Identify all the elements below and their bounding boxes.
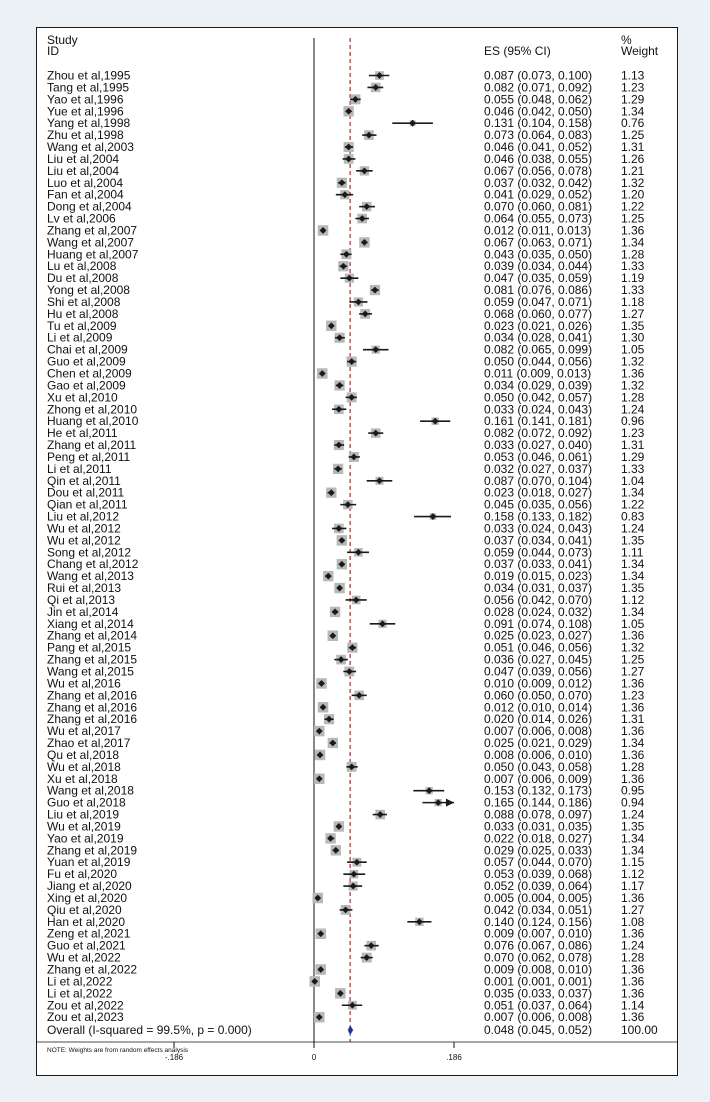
study-label: Dou et al,2011 bbox=[47, 485, 125, 500]
effect-size-text: 0.025 (0.023, 0.027) bbox=[484, 628, 593, 643]
effect-size-text: 0.056 (0.042, 0.070) bbox=[484, 592, 593, 607]
weight-text: 1.35 bbox=[621, 819, 645, 834]
weight-text: 1.22 bbox=[621, 199, 645, 214]
study-label: Zhang et al,2007 bbox=[47, 223, 138, 238]
weight-text: 1.33 bbox=[621, 461, 645, 476]
weight-text: 1.32 bbox=[621, 640, 645, 655]
weight-text: 1.31 bbox=[621, 438, 645, 453]
study-label: Peng et al,2011 bbox=[47, 449, 131, 464]
weight-text: 1.26 bbox=[621, 151, 645, 166]
weight-text: 0.96 bbox=[621, 414, 645, 429]
study-label: Han et al,2020 bbox=[47, 914, 126, 929]
effect-size-text: 0.047 (0.035, 0.059) bbox=[484, 271, 593, 286]
study-label: Tu et al,2009 bbox=[47, 318, 117, 333]
header-id: ID bbox=[47, 44, 59, 58]
effect-size-text: 0.037 (0.034, 0.041) bbox=[484, 533, 593, 548]
study-label: Wang et al,2015 bbox=[47, 664, 134, 679]
overall-diamond bbox=[348, 1025, 353, 1035]
weight-text: 1.24 bbox=[621, 402, 645, 417]
effect-size-text: 0.037 (0.033, 0.041) bbox=[484, 557, 593, 572]
effect-size-text: 0.041 (0.029, 0.052) bbox=[484, 187, 593, 202]
weight-text: 1.17 bbox=[621, 879, 645, 894]
study-label: Li et al,2022 bbox=[47, 986, 113, 1001]
effect-size-text: 0.140 (0.124, 0.156) bbox=[484, 914, 593, 929]
effect-size-text: 0.008 (0.006, 0.010) bbox=[484, 747, 593, 762]
weight-text: 1.28 bbox=[621, 247, 645, 262]
study-label: Wu et al,2012 bbox=[47, 521, 121, 536]
weight-text: 1.31 bbox=[621, 712, 645, 727]
study-label: Pang et al,2015 bbox=[47, 640, 132, 655]
effect-size-text: 0.068 (0.060, 0.077) bbox=[484, 306, 593, 321]
study-label: Yang et al,1998 bbox=[47, 116, 131, 131]
study-label: Qiu et al,2020 bbox=[47, 902, 122, 917]
study-label: Rui et al,2013 bbox=[47, 581, 122, 596]
study-label: Zhang et al,2015 bbox=[47, 652, 138, 667]
overall-label: Overall (I-squared = 99.5%, p = 0.000) bbox=[47, 1023, 252, 1038]
weight-text: 1.36 bbox=[621, 747, 645, 762]
weight-text: 1.32 bbox=[621, 175, 645, 190]
weight-text: 1.21 bbox=[621, 163, 645, 178]
weight-text: 1.36 bbox=[621, 771, 645, 786]
weight-text: 1.34 bbox=[621, 569, 645, 584]
effect-size-text: 0.067 (0.063, 0.071) bbox=[484, 235, 593, 250]
weight-text: 1.34 bbox=[621, 843, 645, 858]
ci-arrow bbox=[446, 799, 454, 807]
study-label: Li et al,2011 bbox=[47, 461, 112, 476]
study-label: Zhang et al,2016 bbox=[47, 712, 138, 727]
effect-size-text: 0.091 (0.074, 0.108) bbox=[484, 616, 593, 631]
study-label: Jin et al,2014 bbox=[47, 604, 119, 619]
effect-size-text: 0.070 (0.062, 0.078) bbox=[484, 950, 593, 965]
effect-size-text: 0.033 (0.024, 0.043) bbox=[484, 521, 593, 536]
x-tick-label: .186 bbox=[446, 1053, 462, 1062]
study-label: Zeng et al,2021 bbox=[47, 926, 131, 941]
effect-size-text: 0.032 (0.027, 0.037) bbox=[484, 461, 593, 476]
x-tick-label: -.186 bbox=[164, 1053, 184, 1062]
study-label: Wu et al,2018 bbox=[47, 759, 121, 774]
study-label: Yao et al,1996 bbox=[47, 92, 124, 107]
weight-text: 1.22 bbox=[621, 497, 645, 512]
effect-size-text: 0.005 (0.004, 0.005) bbox=[484, 890, 593, 905]
weight-text: 1.27 bbox=[621, 902, 645, 917]
study-label: He et al,2011 bbox=[47, 426, 118, 441]
study-label: Zhu et al,1998 bbox=[47, 128, 124, 143]
study-label: Jiang et al,2020 bbox=[47, 879, 132, 894]
weight-text: 1.34 bbox=[621, 604, 645, 619]
weight-text: 1.18 bbox=[621, 294, 645, 309]
effect-size-text: 0.001 (0.001, 0.001) bbox=[484, 974, 593, 989]
effect-size-text: 0.161 (0.141, 0.181) bbox=[484, 414, 593, 429]
study-label: Wang et al,2018 bbox=[47, 783, 134, 798]
effect-size-text: 0.158 (0.133, 0.182) bbox=[484, 509, 593, 524]
weight-text: 1.36 bbox=[621, 676, 645, 691]
effect-size-text: 0.010 (0.009, 0.012) bbox=[484, 676, 593, 691]
overall-effect-size-text: 0.048 (0.045, 0.052) bbox=[484, 1023, 593, 1038]
weight-text: 1.35 bbox=[621, 318, 645, 333]
forest-plot bbox=[37, 28, 677, 1075]
study-label: Song et al,2012 bbox=[47, 545, 132, 560]
effect-size-text: 0.059 (0.044, 0.073) bbox=[484, 545, 593, 560]
effect-size-text: 0.011 (0.009, 0.013) bbox=[484, 366, 592, 381]
weight-text: 1.19 bbox=[621, 271, 645, 286]
weight-text: 1.04 bbox=[621, 473, 645, 488]
effect-size-text: 0.046 (0.038, 0.055) bbox=[484, 151, 593, 166]
weight-text: 1.12 bbox=[621, 867, 645, 882]
effect-size-text: 0.087 (0.073, 0.100) bbox=[484, 68, 593, 83]
weight-text: 1.23 bbox=[621, 80, 645, 95]
weight-text: 1.20 bbox=[621, 187, 645, 202]
effect-size-text: 0.165 (0.144, 0.186) bbox=[484, 795, 593, 810]
weight-text: 1.08 bbox=[621, 914, 645, 929]
study-label: Zhong et al,2010 bbox=[47, 402, 138, 417]
effect-size-text: 0.046 (0.041, 0.052) bbox=[484, 140, 593, 155]
weight-text: 1.36 bbox=[621, 926, 645, 941]
effect-size-text: 0.045 (0.035, 0.056) bbox=[484, 497, 593, 512]
weight-text: 1.34 bbox=[621, 831, 645, 846]
weight-text: 1.36 bbox=[621, 974, 645, 989]
x-tick-label: 0 bbox=[311, 1053, 317, 1062]
study-label: Chai et al,2009 bbox=[47, 342, 128, 357]
study-label: Zhang et al,2019 bbox=[47, 843, 138, 858]
effect-size-text: 0.019 (0.015, 0.023) bbox=[484, 569, 593, 584]
effect-size-text: 0.082 (0.072, 0.092) bbox=[484, 426, 593, 441]
study-label: Zhang et al,2014 bbox=[47, 628, 138, 643]
study-label: Tang et al,1995 bbox=[47, 80, 130, 95]
study-label: Xu et al,2010 bbox=[47, 390, 118, 405]
weight-text: 1.12 bbox=[621, 592, 645, 607]
effect-size-text: 0.033 (0.027, 0.040) bbox=[484, 438, 593, 453]
weight-text: 1.34 bbox=[621, 235, 645, 250]
study-label: Guo et al,2021 bbox=[47, 938, 126, 953]
weight-text: 1.32 bbox=[621, 378, 645, 393]
weight-text: 1.29 bbox=[621, 449, 645, 464]
study-label: Zhang et al,2016 bbox=[47, 700, 138, 715]
weight-text: 1.36 bbox=[621, 890, 645, 905]
weight-text: 0.95 bbox=[621, 783, 645, 798]
study-label: Luo et al,2004 bbox=[47, 175, 124, 190]
study-label: Wu et al,2022 bbox=[47, 950, 121, 965]
weight-text: 1.25 bbox=[621, 211, 645, 226]
study-label: Zhao et al,2017 bbox=[47, 736, 131, 751]
weight-text: 1.28 bbox=[621, 759, 645, 774]
study-label: Liu et al,2004 bbox=[47, 163, 120, 178]
weight-text: 1.28 bbox=[621, 950, 645, 965]
effect-size-text: 0.131 (0.104, 0.158) bbox=[484, 116, 593, 131]
study-label: Wu et al,2012 bbox=[47, 533, 121, 548]
study-label: Zhang et al,2016 bbox=[47, 688, 138, 703]
study-row bbox=[47, 1010, 645, 1024]
effect-size-text: 0.029 (0.025, 0.033) bbox=[484, 843, 593, 858]
study-label: Dong et al,2004 bbox=[47, 199, 132, 214]
header-weight: Weight bbox=[621, 44, 659, 58]
weight-text: 1.34 bbox=[621, 104, 645, 119]
header-es: ES (95% CI) bbox=[484, 44, 551, 58]
study-label: Chen et al,2009 bbox=[47, 366, 132, 381]
study-label: Zhang et al,2022 bbox=[47, 962, 138, 977]
effect-size-text: 0.082 (0.071, 0.092) bbox=[484, 80, 593, 95]
effect-size-text: 0.009 (0.008, 0.010) bbox=[484, 962, 593, 977]
effect-size-text: 0.023 (0.018, 0.027) bbox=[484, 485, 593, 500]
effect-size-text: 0.053 (0.039, 0.068) bbox=[484, 867, 593, 882]
weight-text: 1.28 bbox=[621, 390, 645, 405]
effect-size-text: 0.053 (0.046, 0.061) bbox=[484, 449, 593, 464]
weight-text: 1.25 bbox=[621, 652, 645, 667]
weight-text: 1.36 bbox=[621, 700, 645, 715]
weight-text: 0.94 bbox=[621, 795, 645, 810]
effect-size-text: 0.033 (0.024, 0.043) bbox=[484, 402, 593, 417]
effect-size-text: 0.042 (0.034, 0.051) bbox=[484, 902, 593, 917]
weight-text: 1.34 bbox=[621, 557, 645, 572]
weight-text: 1.05 bbox=[621, 342, 645, 357]
effect-size-text: 0.051 (0.046, 0.056) bbox=[484, 640, 593, 655]
study-label: Chang et al,2012 bbox=[47, 557, 139, 572]
study-label: Qi et al,2013 bbox=[47, 592, 116, 607]
study-label: Qin et al,2011 bbox=[47, 473, 121, 488]
weight-text: 1.05 bbox=[621, 616, 645, 631]
forest-plot-panel bbox=[36, 27, 678, 1076]
study-label: Wang et al,2007 bbox=[47, 235, 134, 250]
effect-size-text: 0.081 (0.076, 0.086) bbox=[484, 283, 593, 298]
weight-text: 1.31 bbox=[621, 140, 645, 155]
note-text: NOTE: Weights are from random effects analysis bbox=[47, 1047, 189, 1054]
effect-size-text: 0.153 (0.132, 0.173) bbox=[484, 783, 593, 798]
weight-text: 1.36 bbox=[621, 1010, 645, 1025]
effect-size-text: 0.052 (0.039, 0.064) bbox=[484, 879, 593, 894]
weight-text: 1.15 bbox=[621, 855, 645, 870]
weight-text: 1.36 bbox=[621, 628, 645, 643]
study-label: Zou et al,2022 bbox=[47, 998, 124, 1013]
effect-size-text: 0.046 (0.042, 0.050) bbox=[484, 104, 593, 119]
study-label: Wu et al,2019 bbox=[47, 819, 121, 834]
weight-text: 1.13 bbox=[621, 68, 645, 83]
study-label: Gao et al,2009 bbox=[47, 378, 126, 393]
effect-size-text: 0.022 (0.018, 0.027) bbox=[484, 831, 593, 846]
weight-text: 1.27 bbox=[621, 664, 645, 679]
study-label: Xu et al,2018 bbox=[47, 771, 118, 786]
effect-size-text: 0.007 (0.006, 0.008) bbox=[484, 1010, 593, 1025]
weight-text: 1.23 bbox=[621, 426, 645, 441]
effect-size-text: 0.007 (0.006, 0.008) bbox=[484, 724, 593, 739]
effect-size-text: 0.037 (0.032, 0.042) bbox=[484, 175, 593, 190]
weight-text: 1.34 bbox=[621, 736, 645, 751]
effect-size-text: 0.088 (0.078, 0.097) bbox=[484, 807, 593, 822]
effect-size-text: 0.039 (0.034, 0.044) bbox=[484, 259, 593, 274]
study-label: Zou et al,2023 bbox=[47, 1010, 124, 1025]
weight-text: 1.30 bbox=[621, 330, 645, 345]
header-weight-percent: % bbox=[621, 33, 632, 47]
effect-size-text: 0.050 (0.043, 0.058) bbox=[484, 759, 593, 774]
effect-size-text: 0.012 (0.010, 0.014) bbox=[484, 700, 593, 715]
study-label: Yue et al,1996 bbox=[47, 104, 124, 119]
study-label: Xiang et al,2014 bbox=[47, 616, 134, 631]
study-label: Yuan et al,2019 bbox=[47, 855, 131, 870]
study-label: Wang et al,2003 bbox=[47, 140, 134, 155]
study-label: Fu et al,2020 bbox=[47, 867, 118, 882]
weight-text: 1.27 bbox=[621, 306, 645, 321]
weight-text: 1.35 bbox=[621, 581, 645, 596]
effect-size-text: 0.036 (0.027, 0.045) bbox=[484, 652, 593, 667]
effect-size-text: 0.050 (0.042, 0.057) bbox=[484, 390, 593, 405]
weight-text: 1.33 bbox=[621, 283, 645, 298]
study-label: Li et al,2022 bbox=[47, 974, 113, 989]
study-label: Liu et al,2004 bbox=[47, 151, 120, 166]
study-label: Guo et al,2018 bbox=[47, 795, 126, 810]
effect-size-text: 0.034 (0.029, 0.039) bbox=[484, 378, 593, 393]
study-label: Yong et al,2008 bbox=[47, 283, 130, 298]
study-label: Liu et al,2012 bbox=[47, 509, 120, 524]
study-label: Wu et al,2016 bbox=[47, 676, 121, 691]
study-label: Yao et al,2019 bbox=[47, 831, 124, 846]
effect-size-text: 0.070 (0.060, 0.081) bbox=[484, 199, 593, 214]
effect-size-text: 0.020 (0.014, 0.026) bbox=[484, 712, 593, 727]
study-label: Wang et al,2013 bbox=[47, 569, 134, 584]
study-label: Du et al,2008 bbox=[47, 271, 119, 286]
effect-size-text: 0.050 (0.044, 0.056) bbox=[484, 354, 593, 369]
weight-text: 1.35 bbox=[621, 533, 645, 548]
study-label: Liu et al,2019 bbox=[47, 807, 120, 822]
study-label: Lv et al,2006 bbox=[47, 211, 116, 226]
effect-size-text: 0.023 (0.021, 0.026) bbox=[484, 318, 593, 333]
weight-text: 1.23 bbox=[621, 688, 645, 703]
study-label: Li et al,2009 bbox=[47, 330, 113, 345]
study-label: Wu et al,2017 bbox=[47, 724, 121, 739]
study-label: Hu et al,2008 bbox=[47, 306, 119, 321]
weight-text: 1.11 bbox=[621, 545, 644, 560]
effect-size-text: 0.028 (0.024, 0.032) bbox=[484, 604, 593, 619]
study-label: Qian et al,2011 bbox=[47, 497, 128, 512]
weight-text: 1.24 bbox=[621, 938, 645, 953]
header-study: Study bbox=[47, 33, 78, 47]
effect-size-text: 0.035 (0.033, 0.037) bbox=[484, 986, 593, 1001]
study-label: Lu et al,2008 bbox=[47, 259, 117, 274]
overall-weight-text: 100.00 bbox=[621, 1023, 658, 1038]
study-label: Guo et al,2009 bbox=[47, 354, 126, 369]
effect-size-text: 0.047 (0.039, 0.056) bbox=[484, 664, 593, 679]
effect-size-text: 0.009 (0.007, 0.010) bbox=[484, 926, 593, 941]
effect-size-text: 0.025 (0.021, 0.029) bbox=[484, 736, 593, 751]
effect-size-text: 0.055 (0.048, 0.062) bbox=[484, 92, 593, 107]
effect-size-text: 0.067 (0.056, 0.078) bbox=[484, 163, 593, 178]
effect-size-text: 0.057 (0.044, 0.070) bbox=[484, 855, 593, 870]
effect-size-text: 0.007 (0.006, 0.009) bbox=[484, 771, 593, 786]
effect-size-text: 0.087 (0.070, 0.104) bbox=[484, 473, 593, 488]
effect-size-text: 0.073 (0.064, 0.083) bbox=[484, 128, 593, 143]
weight-text: 1.36 bbox=[621, 986, 645, 1001]
effect-size-text: 0.033 (0.031, 0.035) bbox=[484, 819, 593, 834]
effect-size-text: 0.051 (0.037, 0.064) bbox=[484, 998, 593, 1013]
weight-text: 1.24 bbox=[621, 807, 645, 822]
weight-text: 1.36 bbox=[621, 223, 645, 238]
study-label: Xing et al,2020 bbox=[47, 890, 128, 905]
study-label: Zhou et al,1995 bbox=[47, 68, 131, 83]
weight-text: 1.33 bbox=[621, 259, 645, 274]
effect-size-text: 0.064 (0.055, 0.073) bbox=[484, 211, 593, 226]
effect-size-text: 0.082 (0.065, 0.099) bbox=[484, 342, 593, 357]
effect-size-text: 0.034 (0.028, 0.041) bbox=[484, 330, 593, 345]
study-label: Zhang et al,2011 bbox=[47, 438, 137, 453]
weight-text: 1.36 bbox=[621, 724, 645, 739]
effect-size-text: 0.034 (0.031, 0.037) bbox=[484, 581, 593, 596]
weight-text: 1.36 bbox=[621, 962, 645, 977]
weight-text: 1.14 bbox=[621, 998, 645, 1013]
study-label: Huang et al,2007 bbox=[47, 247, 139, 262]
weight-text: 1.25 bbox=[621, 128, 645, 143]
weight-text: 1.36 bbox=[621, 366, 645, 381]
effect-size-text: 0.060 (0.050, 0.070) bbox=[484, 688, 593, 703]
effect-size-text: 0.076 (0.067, 0.086) bbox=[484, 938, 593, 953]
weight-text: 1.29 bbox=[621, 92, 645, 107]
weight-text: 1.32 bbox=[621, 354, 645, 369]
study-label: Shi et al,2008 bbox=[47, 294, 121, 309]
study-label: Huang et al,2010 bbox=[47, 414, 139, 429]
study-label: Fan et al,2004 bbox=[47, 187, 124, 202]
weight-text: 0.83 bbox=[621, 509, 645, 524]
effect-size-text: 0.043 (0.035, 0.050) bbox=[484, 247, 593, 262]
weight-text: 0.76 bbox=[621, 116, 645, 131]
study-label: Qu et al,2018 bbox=[47, 747, 120, 762]
effect-size-text: 0.012 (0.011, 0.013) bbox=[484, 223, 592, 238]
weight-text: 1.34 bbox=[621, 485, 645, 500]
effect-size-text: 0.059 (0.047, 0.071) bbox=[484, 294, 593, 309]
weight-text: 1.24 bbox=[621, 521, 645, 536]
